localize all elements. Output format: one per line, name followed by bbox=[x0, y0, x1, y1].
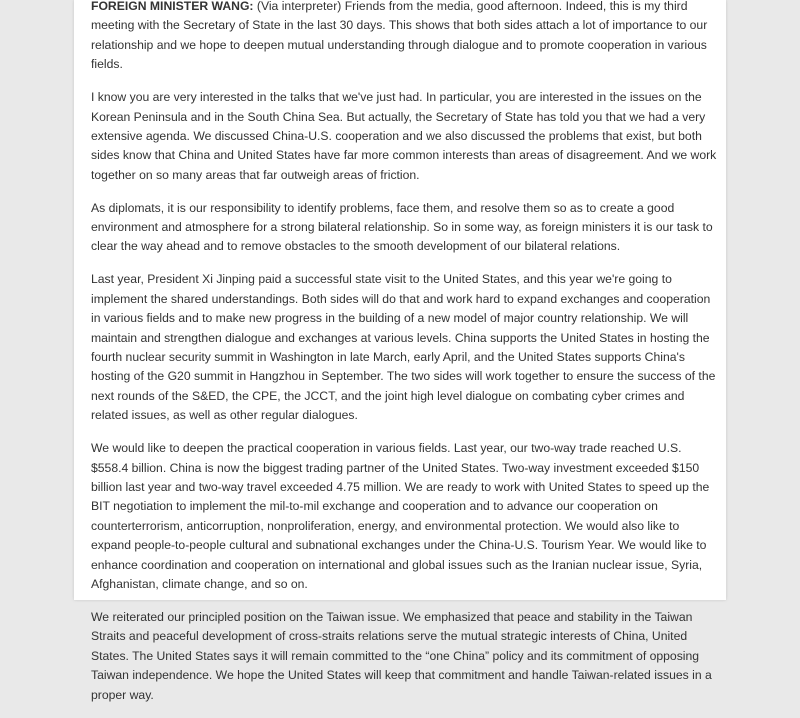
paragraph-1 bbox=[91, 0, 719, 75]
paragraph-5: We would like to deepen the practical cooperation in various fields. Last year, our two-way trade reached U.S. $558.4 billion. China is now the biggest trading partner of the United States. Two-way investment exceeded $150 billion last year and two-way travel exceeded 4.75 million. We are ready to work with United States to speed up the BIT negotiation to implement the mil-to-mil exchange and cooperation and to advance our cooperation on counterterrorism, anticorruption, nonproliferation, energy, and environmental protection. We would also like to expand people-to-people cultural and subnational exchanges under the China-U.S. Tourism Year. We would like to enhance coordination and cooperation on international and global issues such as the Iranian nuclear issue, Syria, Afghanistan, climate change, and so on. bbox=[91, 441, 710, 591]
document-page bbox=[74, 0, 726, 702]
transcript-body bbox=[91, 0, 719, 718]
paragraph-6: We reiterated our principled position on the Taiwan issue. We emphasized that peace and stability in the Taiwan Straits and peaceful development of cross-straits relations serve the mutual strategic interests of China, United States. The United States says it will remain committed to the “one China” policy and its commitment of opposing Taiwan independence. We hope the United States will keep that commitment and handle Taiwan-related issues in a proper way. bbox=[91, 609, 712, 702]
paragraph-3: As diplomats, it is our responsibility to identify problems, face them, and resolve them so as to create a good environment and atmosphere for a strong bilateral relationship. So in some way, as foreign ministers it is our task to clear the way ahead and to remove obstacles to the smooth development of our bilateral relations. bbox=[91, 200, 713, 254]
paragraph-1-text: (Via interpreter) Friends from the media, good afternoon. Indeed, this is my third meeting with the Secretary of State in the last 30 days. This shows that both sides attach a lot of importance to our relationship and we hope to deepen mutual understanding through dialogue and to promote cooperation in various fields. bbox=[91, 0, 708, 72]
speaker-label: FOREIGN MINISTER WANG: bbox=[91, 0, 254, 13]
paragraph-4: Last year, President Xi Jinping paid a successful state visit to the United States, and this year we're going to implement the shared understandings. Both sides will do that and work hard to expand exchanges and cooperation in various fields and to make new progress in the building of a new model of major country relationship. We will maintain and strengthen dialogue and exchanges at various levels. China supports the United States in hosting the fourth nuclear security summit in Washington in late March, early April, and the United States supports China's hosting of the G20 summit in Hangzhou in September. The two sides will work together to ensure the success of the next rounds of the S&ED, the CPE, the JCCT, and the joint high level dialogue on combating cyber crimes and related issues, as well as other regular dialogues. bbox=[91, 272, 716, 423]
paragraph-2: I know you are very interested in the talks that we've just had. In particular, you are interested in the issues on the Korean Peninsula and in the South China Sea. But actually, the Secretary of State has told you that we had a very extensive agenda. We discussed China-U.S. cooperation and we also discussed the problems that exist, but both sides know that China and United States have far more common interests than areas of disagreement. And we work together on so many areas that far outweigh areas of friction. bbox=[91, 90, 717, 182]
